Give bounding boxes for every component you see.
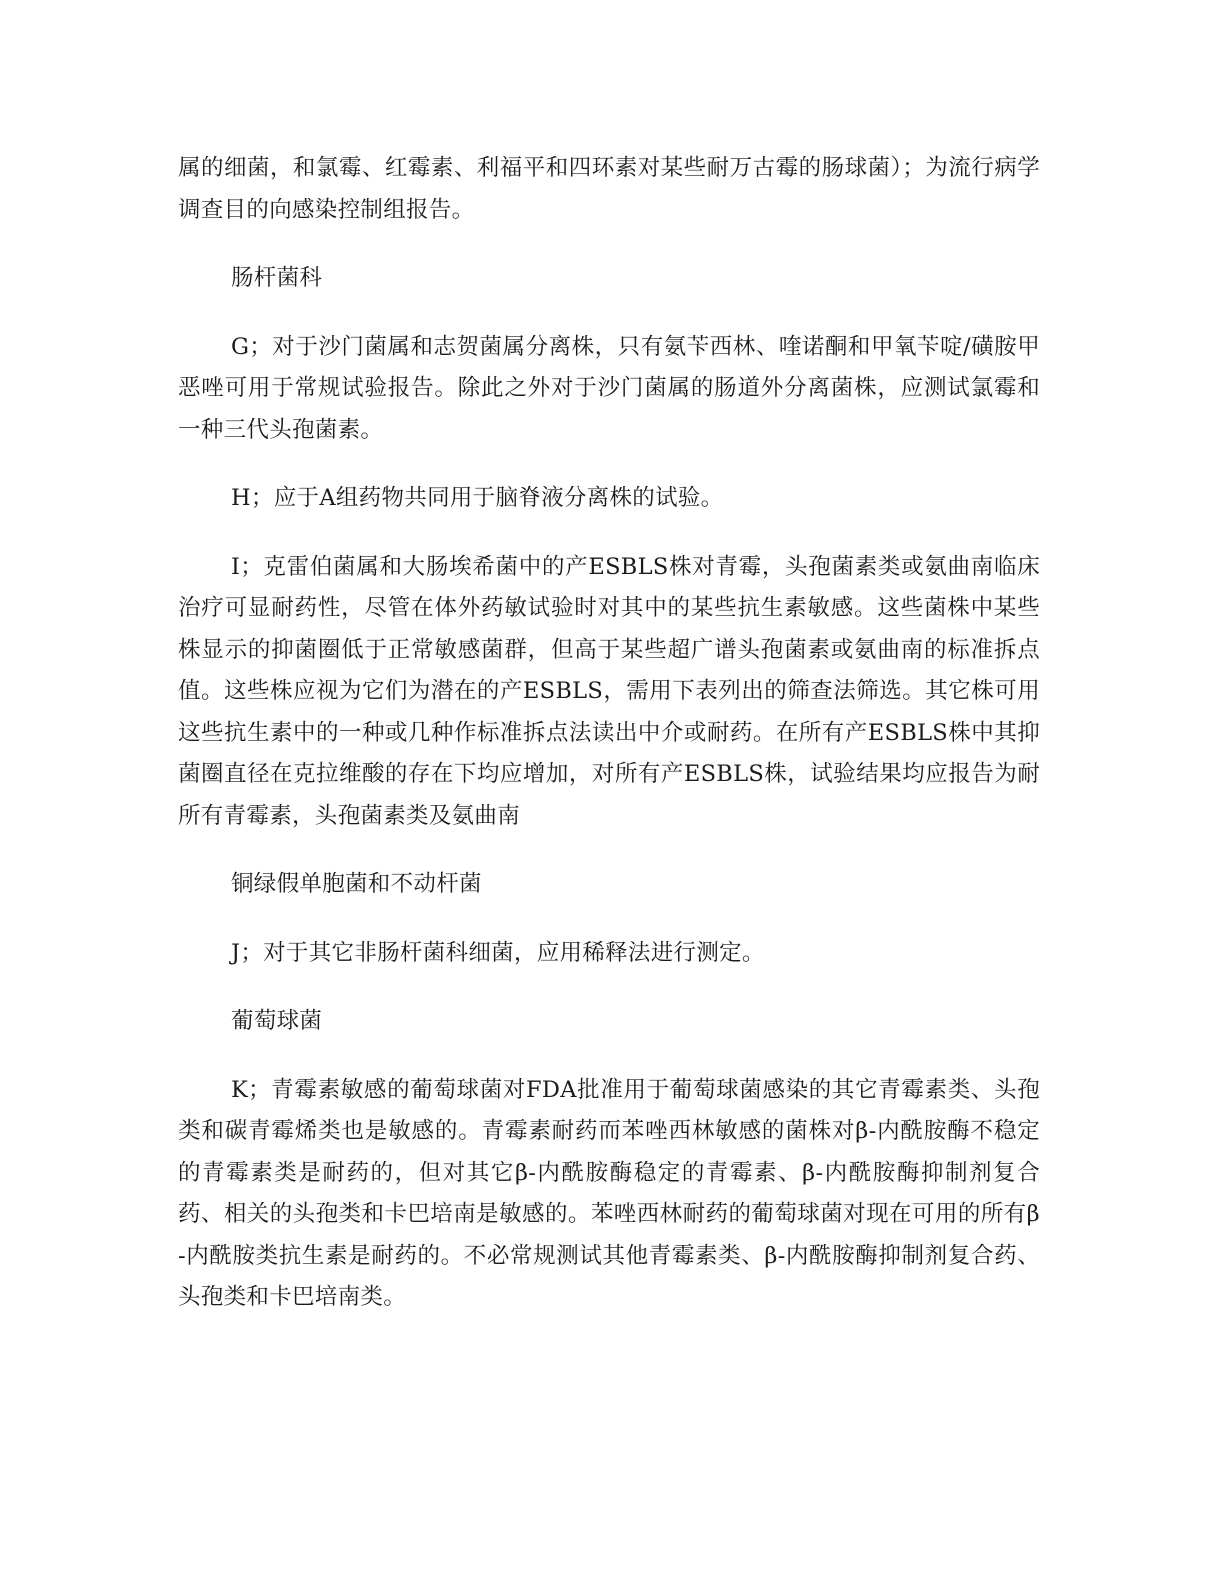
document-page: [178, 148, 1040, 1346]
note-j-paragraph: J；对于其它非肠杆菌科细菌，应用稀释法进行测定。: [231, 939, 765, 966]
paragraph-continuation: 属的细菌，和氯霉、红霉素、利福平和四环素对某些耐万古霉的肠球菌）；为流行病学调查目的向感染控制组报告。: [178, 155, 1040, 223]
note-i-paragraph: I；克雷伯菌属和大肠埃希菌中的产ESBLS株对青霉，头孢菌素类或氨曲南临床治疗可显耐药性，尽管在体外药敏试验时对其中的某些抗生素敏感。这些菌株中某些株显示的抑菌圈低于正常敏感菌群，但高于某些超广谱头孢菌素或氨曲南的标准拆点值。这些株应视为它们为潜在的产ESBLS，需用下表列出的筛查法筛选。其它株可用这些抗生素中的一种或几种作标准拆点法读出中介或耐药。在所有产ESBLS株中其抑菌圈直径在克拉维酸的存在下均应增加，对所有产ESBLS株，试验结果均应报告为耐所有青霉素，头孢菌素类及氨曲南: [178, 553, 1040, 829]
note-k-paragraph: K；青霉素敏感的葡萄球菌对FDA批准用于葡萄球菌感染的其它青霉素类、头孢类和碳青霉烯类也是敏感的。青霉素耐药而苯唑西林敏感的菌株对β-内酰胺酶不稳定的青霉素类是耐药的，但对其它β-内酰胺酶稳定的青霉素、β-内酰胺酶抑制剂复合药、相关的头孢类和卡巴培南是敏感的。苯唑西林耐药的葡萄球菌对现在可用的所有β-内酰胺类抗生素是耐药的。不必常规测试其他青霉素类、β-内酰胺酶抑制剂复合药、头孢类和卡巴培南类。: [178, 1076, 1040, 1310]
note-g-paragraph: G；对于沙门菌属和志贺菌属分离株，只有氨苄西林、喹诺酮和甲氧苄啶/磺胺甲恶唑可用于常规试验报告。除此之外对于沙门菌属的肠道外分离菌株，应测试氯霉和一种三代头孢菌素。: [178, 333, 1040, 443]
note-h-paragraph: H；应于A组药物共同用于脑脊液分离株的试验。: [231, 485, 724, 511]
section-heading-enterobacteriaceae: 肠杆菌科: [231, 265, 323, 291]
section-heading-pseudomonas: 铜绿假单胞菌和不动杆菌: [231, 871, 482, 897]
section-heading-staphylococcus: 葡萄球菌: [231, 1008, 323, 1034]
